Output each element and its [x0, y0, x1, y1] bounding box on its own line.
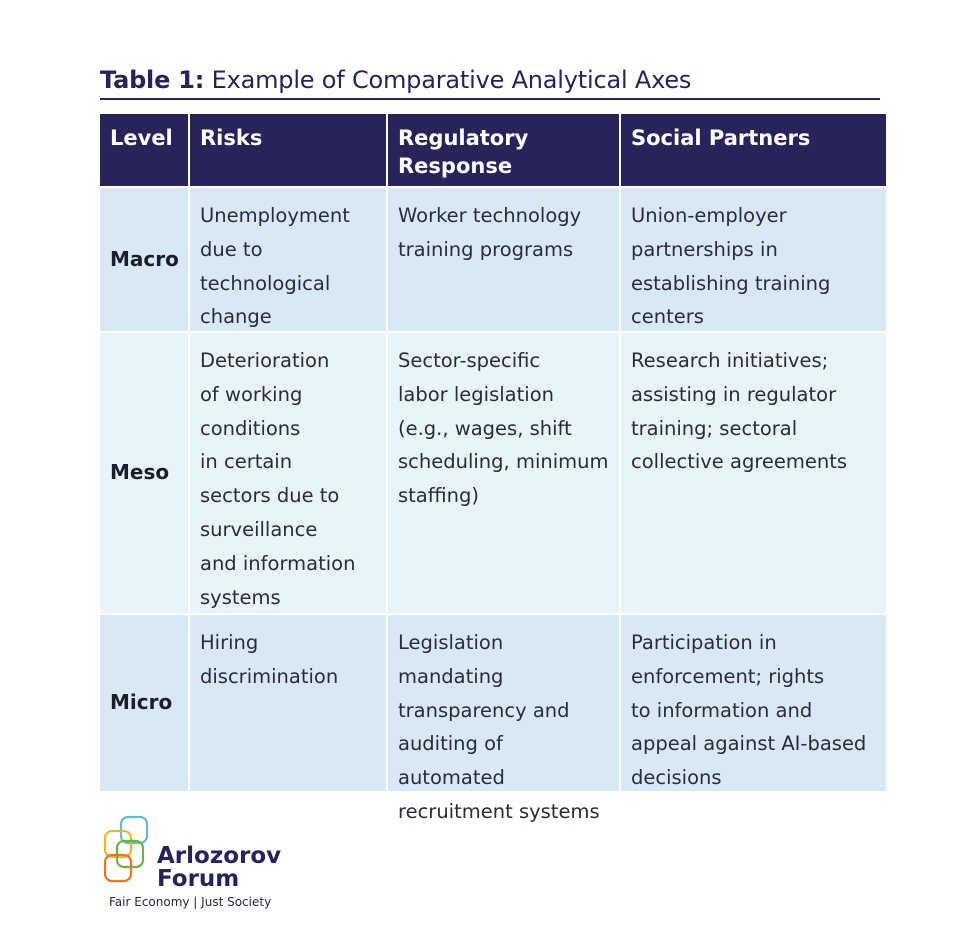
cell-line: (e.g., wages, shift [398, 416, 572, 440]
table-header-row [100, 114, 880, 186]
cell-line: Participation in [631, 631, 777, 654]
cell-line: decisions [631, 766, 722, 790]
cell-line: Legislation [398, 631, 504, 654]
regulatory-cell [388, 615, 619, 823]
cell-line: Worker technology [398, 204, 582, 227]
interlocking-squares-icon [103, 815, 155, 895]
cell-line: due to [200, 237, 263, 261]
arlozorov-forum-logo [103, 815, 303, 915]
cell-line: sectors due to [200, 484, 340, 508]
regulatory-cell [388, 333, 619, 613]
cell-line: scheduling, minimum [398, 450, 609, 474]
cell-line: recruitment systems [398, 799, 600, 823]
cell-line: mandating [398, 664, 504, 688]
header-level: Level [100, 114, 188, 186]
cell-line: conditions [200, 416, 301, 440]
table-title-text: Example of Comparative Analytical Axes [204, 66, 692, 94]
cell-line: and information [200, 551, 356, 575]
table-row-micro [100, 615, 880, 823]
level-cell: Micro [100, 615, 188, 791]
cell-line: collective agreements [631, 450, 848, 474]
cell-line: Union-employer [631, 204, 787, 227]
regulatory-cell [388, 188, 619, 331]
header-regulatory-line1: Regulatory [398, 126, 529, 150]
social-partners-cell [621, 188, 886, 331]
logo-tagline: Fair Economy | Just Society [109, 895, 272, 909]
header-regulatory-response [388, 114, 619, 186]
header-social-partners: Social Partners [621, 114, 886, 186]
logo-name-line1: Arlozorov [157, 843, 282, 869]
table-title-bar [100, 62, 880, 100]
header-regulatory-line2: Response [398, 154, 513, 178]
cell-line: to information and [631, 698, 813, 722]
risks-cell [190, 615, 386, 791]
cell-line: transparency and [398, 698, 570, 722]
cell-line: Hiring [200, 631, 259, 654]
logo-wordmark [157, 845, 317, 891]
cell-line: appeal against AI-based [631, 732, 867, 756]
social-partners-cell [621, 333, 886, 613]
table-title [100, 66, 691, 94]
cell-line: training programs [398, 237, 574, 261]
table-row-macro [100, 188, 880, 331]
table-row-meso [100, 333, 880, 613]
header-risks: Risks [190, 114, 386, 186]
cell-line: assisting in regulator [631, 382, 837, 406]
cell-line: change [200, 305, 272, 329]
cell-line: staffing) [398, 484, 479, 508]
cell-line: enforcement; rights [631, 664, 825, 688]
cell-line: establishing training [631, 271, 831, 295]
cell-line: centers [631, 305, 704, 329]
cell-line: of working [200, 382, 303, 406]
risks-cell [190, 188, 386, 331]
level-cell: Meso [100, 333, 188, 613]
cell-line: in certain [200, 450, 293, 474]
risks-cell [190, 333, 386, 613]
cell-line: discrimination [200, 664, 339, 688]
cell-line: systems [200, 585, 281, 609]
comparative-axes-table [100, 114, 880, 823]
social-partners-cell [621, 615, 886, 791]
cell-line: labor legislation [398, 382, 554, 406]
level-cell: Macro [100, 188, 188, 331]
table-title-prefix: Table 1: [100, 66, 205, 94]
cell-line: Deterioration [200, 349, 330, 372]
cell-line: surveillance [200, 517, 318, 541]
logo-name-line2: Forum [157, 866, 240, 892]
cell-line: partnerships in [631, 237, 778, 261]
cell-line: Research initiatives; [631, 349, 829, 372]
cell-line: training; sectoral [631, 416, 798, 440]
cell-line: auditing of automated [398, 732, 505, 790]
cell-line: Unemployment [200, 204, 350, 227]
cell-line: technological [200, 271, 331, 295]
cell-line: Sector-specific [398, 349, 541, 372]
